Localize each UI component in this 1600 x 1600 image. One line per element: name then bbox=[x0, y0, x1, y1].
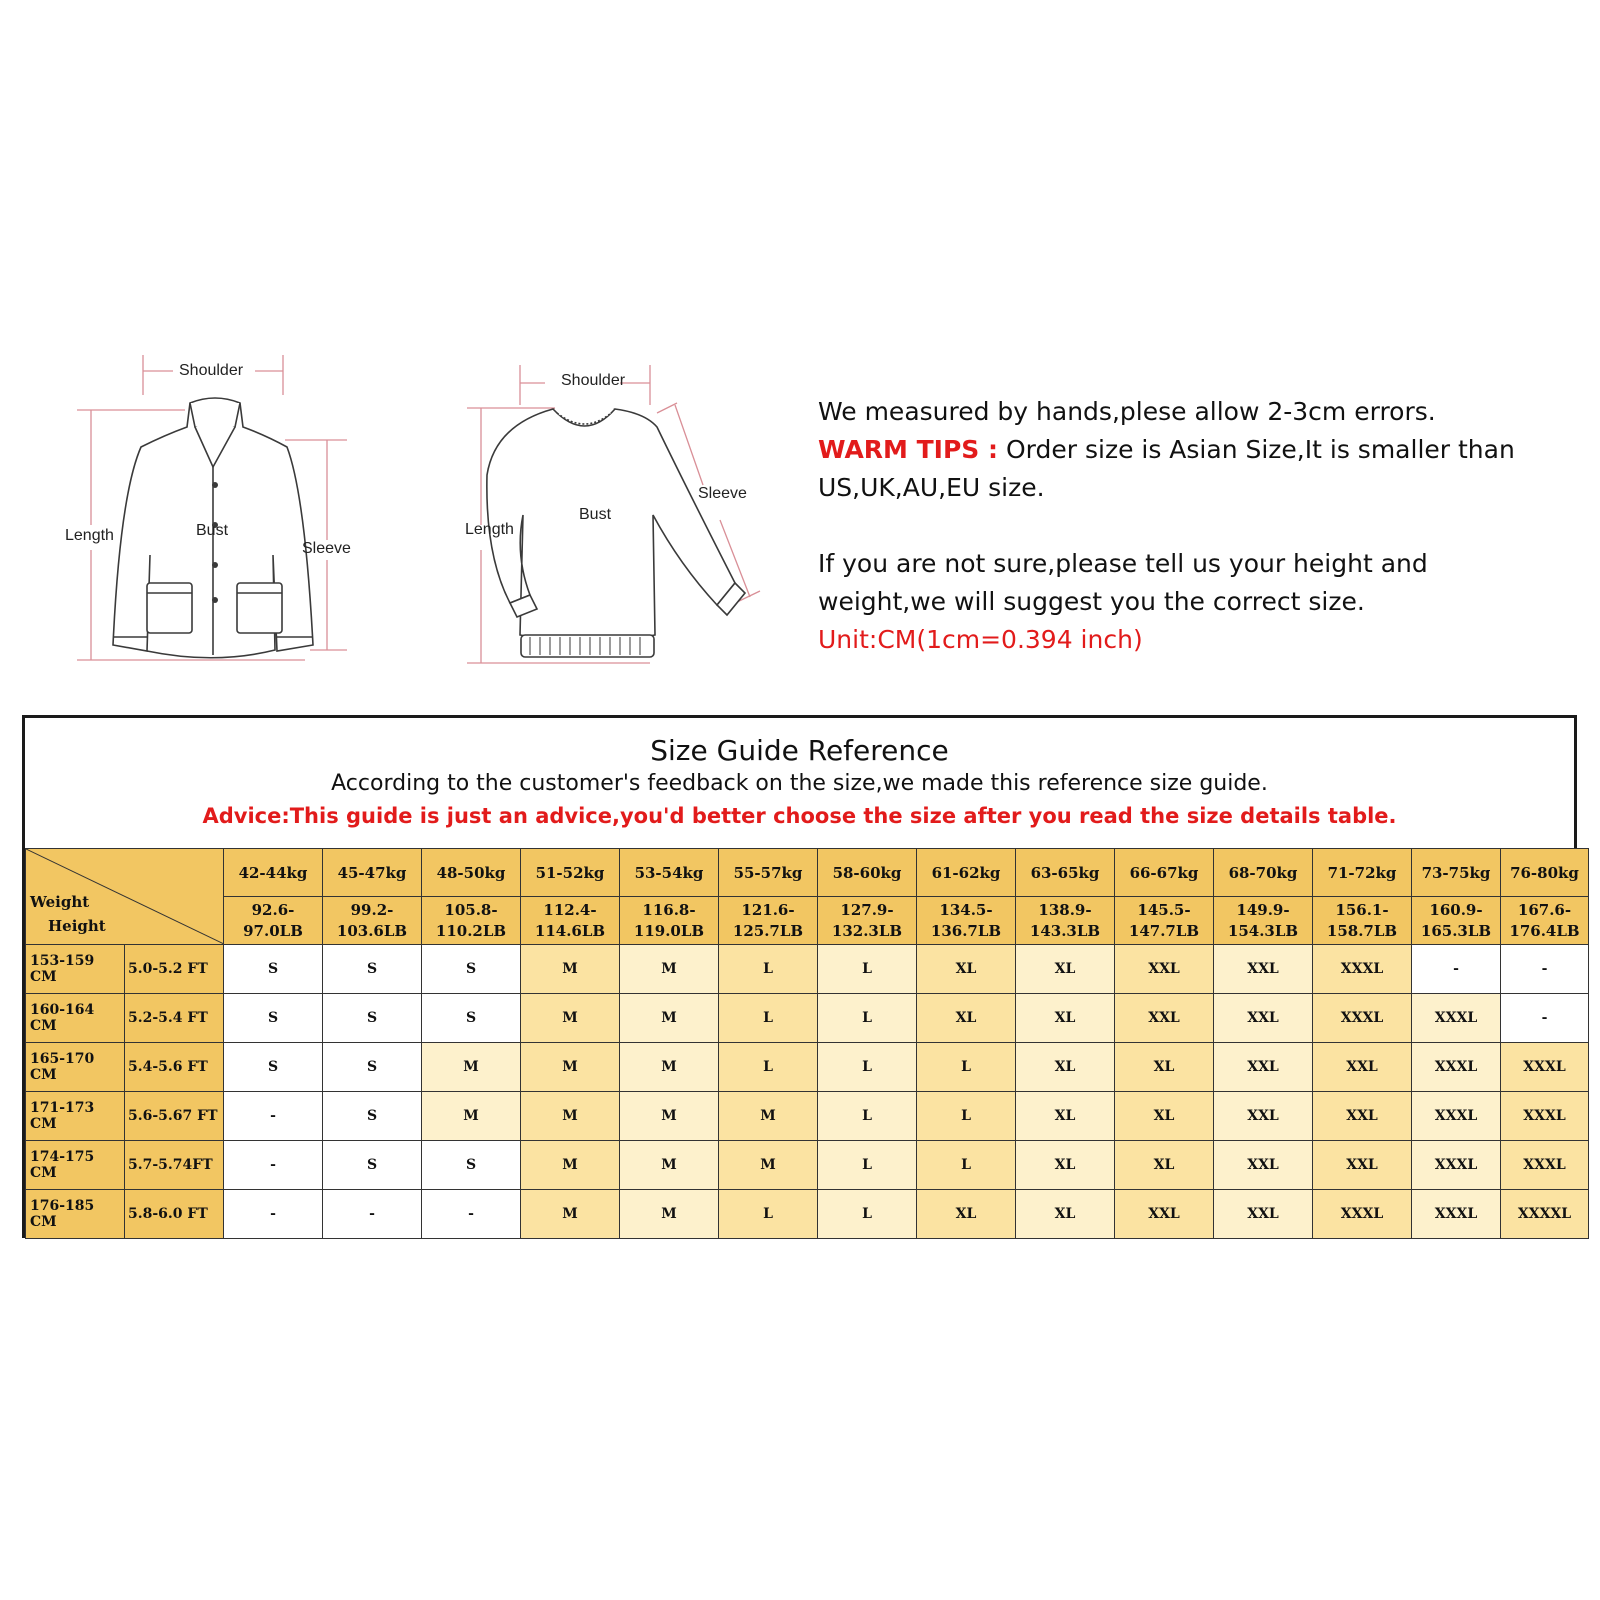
size-cell: L bbox=[719, 1043, 818, 1092]
weight-lb-to: 103.6LB bbox=[336, 921, 408, 940]
table-row bbox=[26, 1043, 1589, 1092]
height-cm-cell: 153-159 CM bbox=[26, 945, 125, 994]
size-cell: XXL bbox=[1214, 945, 1313, 994]
size-cell: M bbox=[620, 994, 719, 1043]
size-cell: L bbox=[818, 1043, 917, 1092]
weight-lb-to: 154.3LB bbox=[1227, 921, 1299, 940]
size-guide-header bbox=[25, 718, 1574, 848]
size-cell: M bbox=[719, 1141, 818, 1190]
size-cell: S bbox=[422, 994, 521, 1043]
size-guide-title: Size Guide Reference bbox=[650, 734, 949, 767]
warm-tips-text: Order size is Asian Size,It is smaller than bbox=[998, 435, 1515, 464]
note-suggest: weight,we will suggest you the correct size. bbox=[818, 587, 1365, 616]
weight-lb-to: 158.7LB bbox=[1326, 921, 1398, 940]
table-row bbox=[26, 945, 1589, 994]
weight-lb-header bbox=[620, 897, 719, 945]
size-cell: XL bbox=[1016, 1141, 1115, 1190]
weight-lb-header bbox=[719, 897, 818, 945]
weight-kg-header: 73-75kg bbox=[1412, 849, 1501, 897]
weight-lb-to: 176.4LB bbox=[1509, 921, 1580, 940]
size-cell: XXL bbox=[1214, 994, 1313, 1043]
height-cm-cell: 176-185 CM bbox=[26, 1190, 125, 1239]
size-cell: XL bbox=[1115, 1043, 1214, 1092]
size-cell: M bbox=[719, 1092, 818, 1141]
size-cell: XL bbox=[1016, 994, 1115, 1043]
weight-lb-header bbox=[224, 897, 323, 945]
weight-kg-header: 58-60kg bbox=[818, 849, 917, 897]
size-cell: - bbox=[224, 1092, 323, 1141]
weight-kg-header: 55-57kg bbox=[719, 849, 818, 897]
weight-lb-header bbox=[917, 897, 1016, 945]
weight-kg-header: 53-54kg bbox=[620, 849, 719, 897]
weight-lb-to: 97.0LB bbox=[243, 921, 303, 940]
jacket-diagram bbox=[55, 355, 375, 685]
size-cell: S bbox=[224, 1043, 323, 1092]
height-ft-cell: 5.0-5.2 FT bbox=[125, 945, 224, 994]
weight-lb-from: 127.9- bbox=[840, 900, 894, 919]
measurement-notes bbox=[818, 393, 1578, 659]
size-cell: XXXL bbox=[1501, 1043, 1589, 1092]
height-ft-cell: 5.6-5.67 FT bbox=[125, 1092, 224, 1141]
weight-lb-to: 165.3LB bbox=[1420, 921, 1492, 940]
size-cell: L bbox=[917, 1092, 1016, 1141]
table-row bbox=[26, 1141, 1589, 1190]
weight-lb-to: 125.7LB bbox=[732, 921, 804, 940]
size-cell: S bbox=[323, 1043, 422, 1092]
size-cell: M bbox=[620, 1092, 719, 1141]
height-cm-cell: 160-164 CM bbox=[26, 994, 125, 1043]
corner-weight-label: Weight bbox=[30, 893, 90, 911]
size-cell: XXXL bbox=[1313, 1190, 1412, 1239]
weight-lb-header bbox=[422, 897, 521, 945]
note-warm-tips bbox=[818, 431, 1578, 469]
size-cell: L bbox=[818, 1190, 917, 1239]
weight-lb-from: 99.2- bbox=[350, 900, 394, 919]
weight-lb-header bbox=[1016, 897, 1115, 945]
weight-kg-header: 68-70kg bbox=[1214, 849, 1313, 897]
size-cell: XXL bbox=[1115, 994, 1214, 1043]
size-cell: - bbox=[224, 1141, 323, 1190]
size-cell: XXL bbox=[1313, 1141, 1412, 1190]
size-cell: M bbox=[521, 1141, 620, 1190]
size-cell: - bbox=[323, 1190, 422, 1239]
size-cell: M bbox=[422, 1092, 521, 1141]
weight-lb-from: 105.8- bbox=[444, 900, 498, 919]
size-cell: XXXL bbox=[1501, 1092, 1589, 1141]
size-cell: XXL bbox=[1214, 1092, 1313, 1141]
weight-lb-to: 147.7LB bbox=[1128, 921, 1200, 940]
size-cell: XXL bbox=[1214, 1190, 1313, 1239]
weight-lb-from: 138.9- bbox=[1038, 900, 1092, 919]
height-cm-cell: 171-173 CM bbox=[26, 1092, 125, 1141]
height-cm-cell: 174-175 CM bbox=[26, 1141, 125, 1190]
height-ft-cell: 5.2-5.4 FT bbox=[125, 994, 224, 1043]
size-cell: - bbox=[1412, 945, 1501, 994]
size-cell: XXL bbox=[1214, 1141, 1313, 1190]
height-ft-cell: 5.4-5.6 FT bbox=[125, 1043, 224, 1092]
jacket-sleeve-label: Sleeve bbox=[302, 540, 351, 557]
note-not-sure: If you are not sure,please tell us your height and bbox=[818, 549, 1428, 578]
size-cell: XL bbox=[1016, 945, 1115, 994]
size-cell: - bbox=[1501, 994, 1589, 1043]
weight-lb-from: 134.5- bbox=[939, 900, 993, 919]
size-cell: M bbox=[521, 945, 620, 994]
height-ft-cell: 5.7-5.74FT bbox=[125, 1141, 224, 1190]
jacket-length-label: Length bbox=[65, 527, 114, 544]
size-cell: S bbox=[224, 945, 323, 994]
sweater-bust-label: Bust bbox=[579, 506, 612, 523]
jacket-shoulder-label: Shoulder bbox=[179, 362, 244, 379]
size-cell: XXL bbox=[1313, 1043, 1412, 1092]
size-cell: XXXL bbox=[1313, 994, 1412, 1043]
weight-kg-header: 71-72kg bbox=[1313, 849, 1412, 897]
size-cell: L bbox=[917, 1043, 1016, 1092]
weight-lb-from: 167.6- bbox=[1517, 900, 1572, 919]
weight-lb-from: 145.5- bbox=[1137, 900, 1191, 919]
weight-kg-header: 61-62kg bbox=[917, 849, 1016, 897]
size-cell: XXXXL bbox=[1501, 1190, 1589, 1239]
size-cell: L bbox=[917, 1141, 1016, 1190]
size-cell: XL bbox=[917, 1190, 1016, 1239]
weight-lb-from: 116.8- bbox=[642, 900, 696, 919]
weight-lb-from: 112.4- bbox=[543, 900, 597, 919]
note-warm-tips-cont: US,UK,AU,EU size. bbox=[818, 473, 1045, 502]
size-cell: S bbox=[323, 945, 422, 994]
weight-lb-header bbox=[1412, 897, 1501, 945]
size-cell: S bbox=[323, 1141, 422, 1190]
weight-lb-to: 136.7LB bbox=[930, 921, 1002, 940]
weight-kg-header: 51-52kg bbox=[521, 849, 620, 897]
weight-lb-header bbox=[521, 897, 620, 945]
size-cell: XL bbox=[1115, 1092, 1214, 1141]
size-cell: XL bbox=[917, 994, 1016, 1043]
weight-lb-to: 143.3LB bbox=[1029, 921, 1101, 940]
weight-kg-header: 45-47kg bbox=[323, 849, 422, 897]
size-cell: XXXL bbox=[1412, 994, 1501, 1043]
size-cell: XL bbox=[1016, 1043, 1115, 1092]
height-cm-cell: 165-170 CM bbox=[26, 1043, 125, 1092]
weight-kg-header: 66-67kg bbox=[1115, 849, 1214, 897]
weight-lb-header bbox=[818, 897, 917, 945]
weight-lb-header bbox=[1115, 897, 1214, 945]
size-cell: M bbox=[422, 1043, 521, 1092]
weight-lb-to: 132.3LB bbox=[831, 921, 903, 940]
size-cell: L bbox=[719, 994, 818, 1043]
jacket-bust-label: Bust bbox=[196, 522, 229, 539]
size-cell: XXXL bbox=[1412, 1190, 1501, 1239]
size-cell: M bbox=[620, 945, 719, 994]
weight-lb-to: 119.0LB bbox=[633, 921, 705, 940]
note-unit: Unit:CM(1cm=0.394 inch) bbox=[818, 625, 1143, 654]
size-cell: - bbox=[1501, 945, 1589, 994]
weight-lb-header bbox=[1214, 897, 1313, 945]
height-ft-cell: 5.8-6.0 FT bbox=[125, 1190, 224, 1239]
size-cell: S bbox=[422, 1141, 521, 1190]
size-cell: XXL bbox=[1313, 1092, 1412, 1141]
weight-lb-header bbox=[1313, 897, 1412, 945]
size-cell: XL bbox=[1016, 1190, 1115, 1239]
jacket-illustration bbox=[55, 355, 375, 685]
size-cell: S bbox=[422, 945, 521, 994]
weight-lb-header bbox=[323, 897, 422, 945]
weight-lb-from: 149.9- bbox=[1236, 900, 1290, 919]
size-guide bbox=[22, 715, 1580, 1238]
weight-kg-header: 76-80kg bbox=[1501, 849, 1589, 897]
size-guide-subtitle: According to the customer's feedback on the size,we made this reference size guide. bbox=[331, 771, 1268, 796]
size-cell: L bbox=[818, 1141, 917, 1190]
weight-lb-from: 156.1- bbox=[1335, 900, 1389, 919]
table-row bbox=[26, 1190, 1589, 1239]
note-hand-measured: We measured by hands,plese allow 2-3cm errors. bbox=[818, 397, 1436, 426]
size-cell: S bbox=[323, 1092, 422, 1141]
size-cell: XXXL bbox=[1501, 1141, 1589, 1190]
weight-kg-header: 42-44kg bbox=[224, 849, 323, 897]
size-cell: XXXL bbox=[1313, 945, 1412, 994]
size-cell: M bbox=[521, 1092, 620, 1141]
size-cell: XXXL bbox=[1412, 1092, 1501, 1141]
size-cell: XL bbox=[1115, 1141, 1214, 1190]
size-cell: XXXL bbox=[1412, 1043, 1501, 1092]
weight-lb-header bbox=[1501, 897, 1589, 945]
size-cell: M bbox=[620, 1190, 719, 1239]
weight-lb-from: 160.9- bbox=[1429, 900, 1483, 919]
size-cell: M bbox=[521, 994, 620, 1043]
weight-kg-header: 48-50kg bbox=[422, 849, 521, 897]
corner-height-label: Height bbox=[48, 917, 106, 935]
table-row bbox=[26, 994, 1589, 1043]
weight-lb-to: 114.6LB bbox=[534, 921, 606, 940]
size-cell: M bbox=[620, 1043, 719, 1092]
size-cell: L bbox=[719, 945, 818, 994]
size-cell: - bbox=[224, 1190, 323, 1239]
table-row bbox=[26, 1092, 1589, 1141]
size-cell: M bbox=[521, 1043, 620, 1092]
table-corner bbox=[26, 849, 224, 945]
warm-tips-label: WARM TIPS : bbox=[818, 435, 999, 464]
size-table bbox=[25, 848, 1589, 1239]
size-cell: XXL bbox=[1115, 945, 1214, 994]
sweater-diagram bbox=[445, 365, 785, 685]
size-cell: L bbox=[818, 994, 917, 1043]
weight-kg-header: 63-65kg bbox=[1016, 849, 1115, 897]
size-cell: S bbox=[224, 994, 323, 1043]
sweater-shoulder-label: Shoulder bbox=[561, 372, 626, 389]
weight-lb-from: 121.6- bbox=[741, 900, 795, 919]
size-guide-advice: Advice:This guide is just an advice,you'd better choose the size after you read the size details table. bbox=[202, 804, 1397, 828]
size-cell: L bbox=[818, 1092, 917, 1141]
size-cell: XXL bbox=[1115, 1190, 1214, 1239]
size-cell: S bbox=[323, 994, 422, 1043]
size-cell: XXXL bbox=[1412, 1141, 1501, 1190]
size-cell: XL bbox=[1016, 1092, 1115, 1141]
sweater-sleeve-label: Sleeve bbox=[698, 485, 747, 502]
size-cell: XXL bbox=[1214, 1043, 1313, 1092]
weight-lb-to: 110.2LB bbox=[435, 921, 507, 940]
size-cell: L bbox=[719, 1190, 818, 1239]
weight-lb-from: 92.6- bbox=[251, 900, 295, 919]
size-cell: - bbox=[422, 1190, 521, 1239]
size-cell: M bbox=[521, 1190, 620, 1239]
size-cell: M bbox=[620, 1141, 719, 1190]
sweater-length-label: Length bbox=[465, 521, 514, 538]
size-cell: L bbox=[818, 945, 917, 994]
size-cell: XL bbox=[917, 945, 1016, 994]
